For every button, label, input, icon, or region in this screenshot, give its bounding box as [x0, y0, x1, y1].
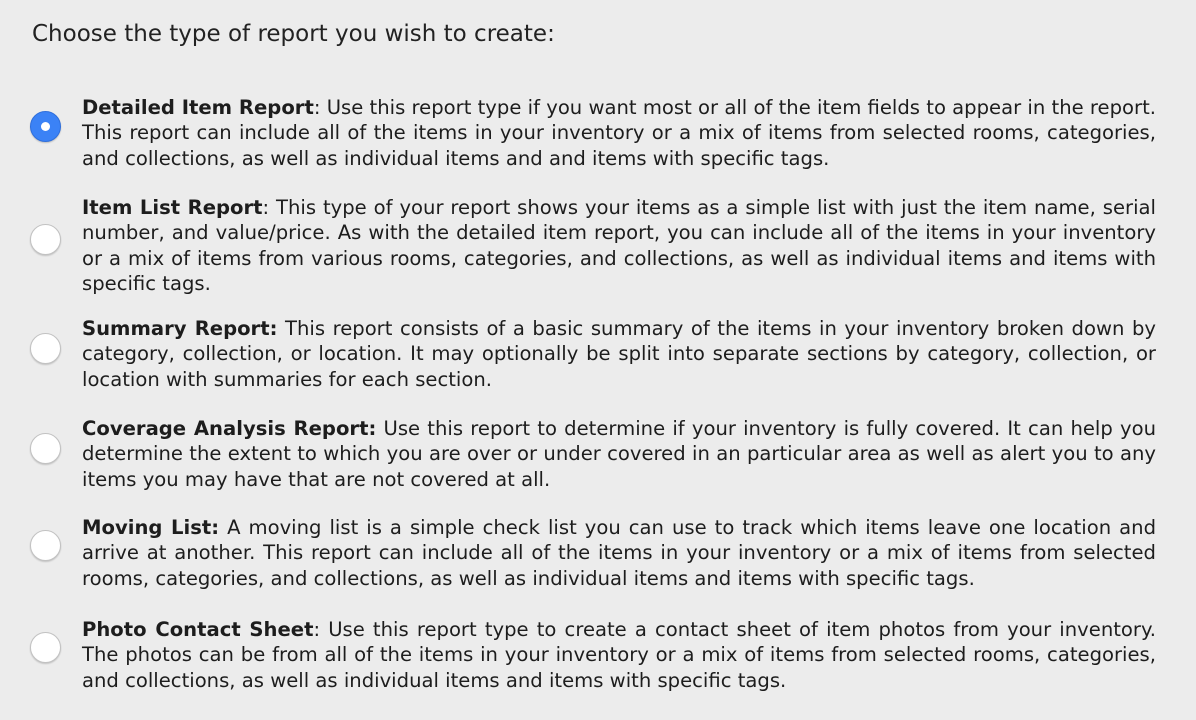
option-description: Use this report type if you want most or all of the item fields to appear in the report. This report can include all of the items in your inventory or a mix of items from selected rooms, categories, and collections, as well as individual items and and items with specific tags. [82, 96, 1156, 170]
option-description: This type of your report shows your items as a simple list with just the item name, serial number, and value/price. As with the detailed item report, you can include all of the items in your inventory or a mix of items from various rooms, categories, and collections, as well as individual items and items with specific tags. [82, 196, 1156, 295]
option-text [82, 195, 1156, 296]
option-separator [219, 516, 227, 539]
prompt-label: Choose the type of report you wish to create: [32, 21, 555, 47]
option-text [82, 617, 1156, 693]
option-description: A moving list is a simple check list you can use to track which items leave one location and arrive at another. This report can include all of the items in your inventory or a mix of items from selected rooms, categories, and collections, as well as individual items and items with specific tags. [82, 516, 1157, 590]
option-text [82, 416, 1156, 492]
option-text [82, 316, 1156, 392]
option-title: Moving List: [82, 516, 220, 539]
radio-button-selected[interactable] [30, 111, 61, 142]
option-separator: : [313, 96, 327, 119]
option-description: Use this report to determine if your inventory is fully covered. It can help you determine the extent to which you are over or under covered in an particular area as well as alert you to any items you may have that are not covered at all. [82, 417, 1156, 491]
option-title: Detailed Item Report [82, 96, 314, 119]
option-title: Photo Contact Sheet [82, 618, 314, 641]
option-title: Coverage Analysis Report: [82, 417, 377, 440]
radio-dot [41, 122, 50, 131]
option-separator: : [313, 618, 329, 641]
option-separator [277, 317, 285, 340]
option-separator [376, 417, 383, 440]
option-separator: : [262, 196, 277, 219]
option-description: Use this report type to create a contact sheet of item photos from your inventory. The photos can be from all of the items in your inventory or a mix of items from selected rooms, categories, and collections, as well as individual items and items with specific tags. [82, 618, 1156, 692]
radio-button[interactable] [30, 224, 61, 255]
radio-button[interactable] [30, 333, 61, 364]
radio-button[interactable] [30, 632, 61, 663]
option-description: This report consists of a basic summary of the items in your inventory broken down by category, collection, or location. It may optionally be split into separate sections by category, collection, or location with summaries for each section. [82, 317, 1156, 391]
radio-button[interactable] [30, 433, 61, 464]
option-title: Item List Report [82, 196, 263, 219]
option-text [82, 515, 1156, 591]
option-title: Summary Report: [82, 317, 278, 340]
radio-button[interactable] [30, 530, 61, 561]
option-text [82, 95, 1156, 171]
